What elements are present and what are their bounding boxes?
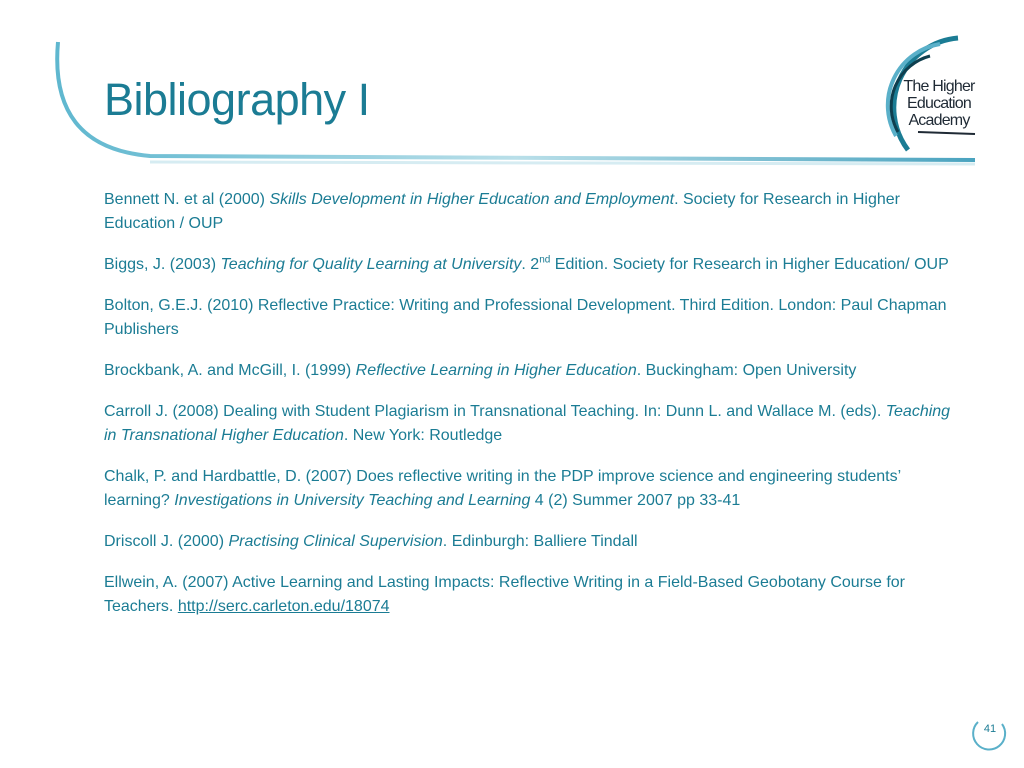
reference-item: Brockbank, A. and McGill, I. (1999) Reflective Learning in Higher Education. Buckingham: Open University — [104, 362, 857, 379]
bibliography-list — [104, 188, 954, 636]
page-title: Bibliography I — [104, 74, 370, 125]
reference-item: Driscoll J. (2000) Practising Clinical Supervision. Edinburgh: Balliere Tindall — [104, 533, 638, 550]
hea-logo — [896, 78, 982, 129]
logo-line-3: Academy — [908, 112, 970, 129]
logo-line-1: The Higher — [903, 78, 975, 95]
reference-item: Ellwein, A. (2007) Active Learning and Lasting Impacts: Reflective Writing in a Field-Based Geobotany Course for Teachers. http://serc.carleton.edu/18074 — [104, 574, 906, 615]
page-number: 41 — [983, 723, 997, 735]
reference-item: Biggs, J. (2003) Teaching for Quality Learning at University. 2nd Edition. Society for Research in Higher Education/ OUP — [104, 254, 949, 273]
reference-item: Bennett N. et al (2000) Skills Development in Higher Education and Employment. Society for Research in Higher Education / OUP — [104, 191, 900, 232]
reference-item: Carroll J. (2008) Dealing with Student Plagiarism in Transnational Teaching. In: Dunn L. and Wallace M. (eds). Teaching in Transnational Higher Education. New York: Routledge — [104, 403, 951, 444]
reference-item: Bolton, G.E.J. (2010) Reflective Practice: Writing and Professional Development. Third Edition. London: Paul Chapman Publishers — [104, 297, 947, 338]
reference-item: Chalk, P. and Hardbattle, D. (2007) Does reflective writing in the PDP improve science and engineering students’ learning? Investigations in University Teaching and Learning 4 (2) Summer 2007 pp 33-41 — [104, 468, 901, 509]
reference-link[interactable]: http://serc.carleton.edu/18074 — [177, 598, 390, 615]
logo-line-2: Education — [907, 95, 971, 112]
